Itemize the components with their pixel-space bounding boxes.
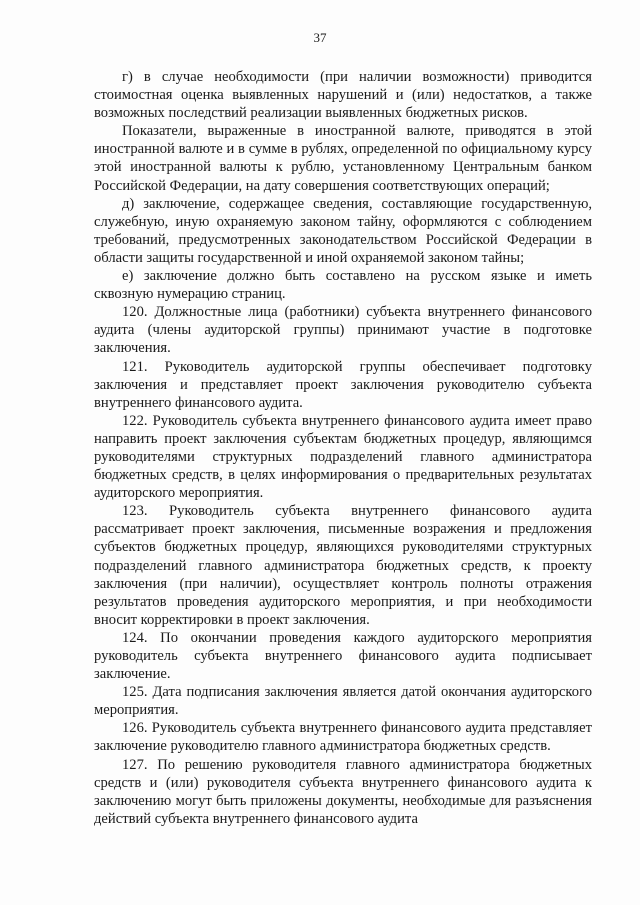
page-number: 37	[313, 30, 327, 45]
paragraph-e: е) заключение должно быть составлено на русском языке и иметь сквозную нумерацию страниц.	[94, 268, 592, 303]
paragraph-g: г) в случае необходимости (при наличии возможности) приводится стоимостная оценка выявленных нарушений и (или) недостатков, а также возможных последствий реализации выявленных бюджетных рисков.	[94, 69, 592, 122]
paragraph-122: 122. Руководитель субъекта внутреннего финансового аудита имеет право направить проект заключения субъектам бюджетных процедур, являющимся руководителями структурных подразделений главного администратора бюджетных средств, в целях информирования о предварительных результатах аудиторского мероприятия.	[94, 412, 592, 502]
paragraph-127: 127. По решению руководителя главного администратора бюджетных средств и (или) руководителя субъекта внутреннего финансового аудита к заключению могут быть приложены документы, необходимые для разъяснения действий субъекта внутреннего финансового аудита	[94, 756, 592, 827]
paragraph-126: 126. Руководитель субъекта внутреннего финансового аудита представляет заключение руководителю главного администратора бюджетных средств.	[94, 720, 592, 755]
paragraph-foreign-currency: Показатели, выраженные в иностранной валюте, приводятся в этой иностранной валюте и в сумме в рублях, определенной по официальному курсу этой иностранной валюты к рублю, установленному Центральным банком Российской Федерации, на дату совершения соответствующих операций;	[94, 123, 592, 194]
paragraph-d: д) заключение, содержащее сведения, составляющие государственную, служебную, иную охраняемую законом тайну, оформляются с соблюдением требований, предусмотренных законодательством Российской Федерации в области защиты государственной и иной охраняемой законом тайны;	[94, 195, 592, 266]
paragraph-121: 121. Руководитель аудиторской группы обеспечивает подготовку заключения и представляет проект заключения руководителю субъекта внутреннего финансового аудита.	[94, 358, 592, 411]
paragraph-125: 125. Дата подписания заключения является датой окончания аудиторского мероприятия.	[94, 684, 592, 719]
paragraph-123: 123. Руководитель субъекта внутреннего финансового аудита рассматривает проект заключения, письменные возражения и предложения субъектов бюджетных процедур, являющихся руководителями структурных подразделений главного администратора бюджетных средств, к проекту заключения (при наличии), осуществляет контроль полноты отражения результатов проведения аудиторского мероприятия, и при необходимости вносит корректировки в проект заключения.	[94, 503, 592, 628]
paragraph-124: 124. По окончании проведения каждого аудиторского мероприятия руководитель субъекта внутреннего финансового аудита подписывает заключение.	[94, 629, 592, 683]
paragraph-120: 120. Должностные лица (работники) субъекта внутреннего финансового аудита (члены аудиторской группы) принимают участие в подготовке заключения.	[94, 304, 592, 357]
document-body	[94, 68, 592, 828]
